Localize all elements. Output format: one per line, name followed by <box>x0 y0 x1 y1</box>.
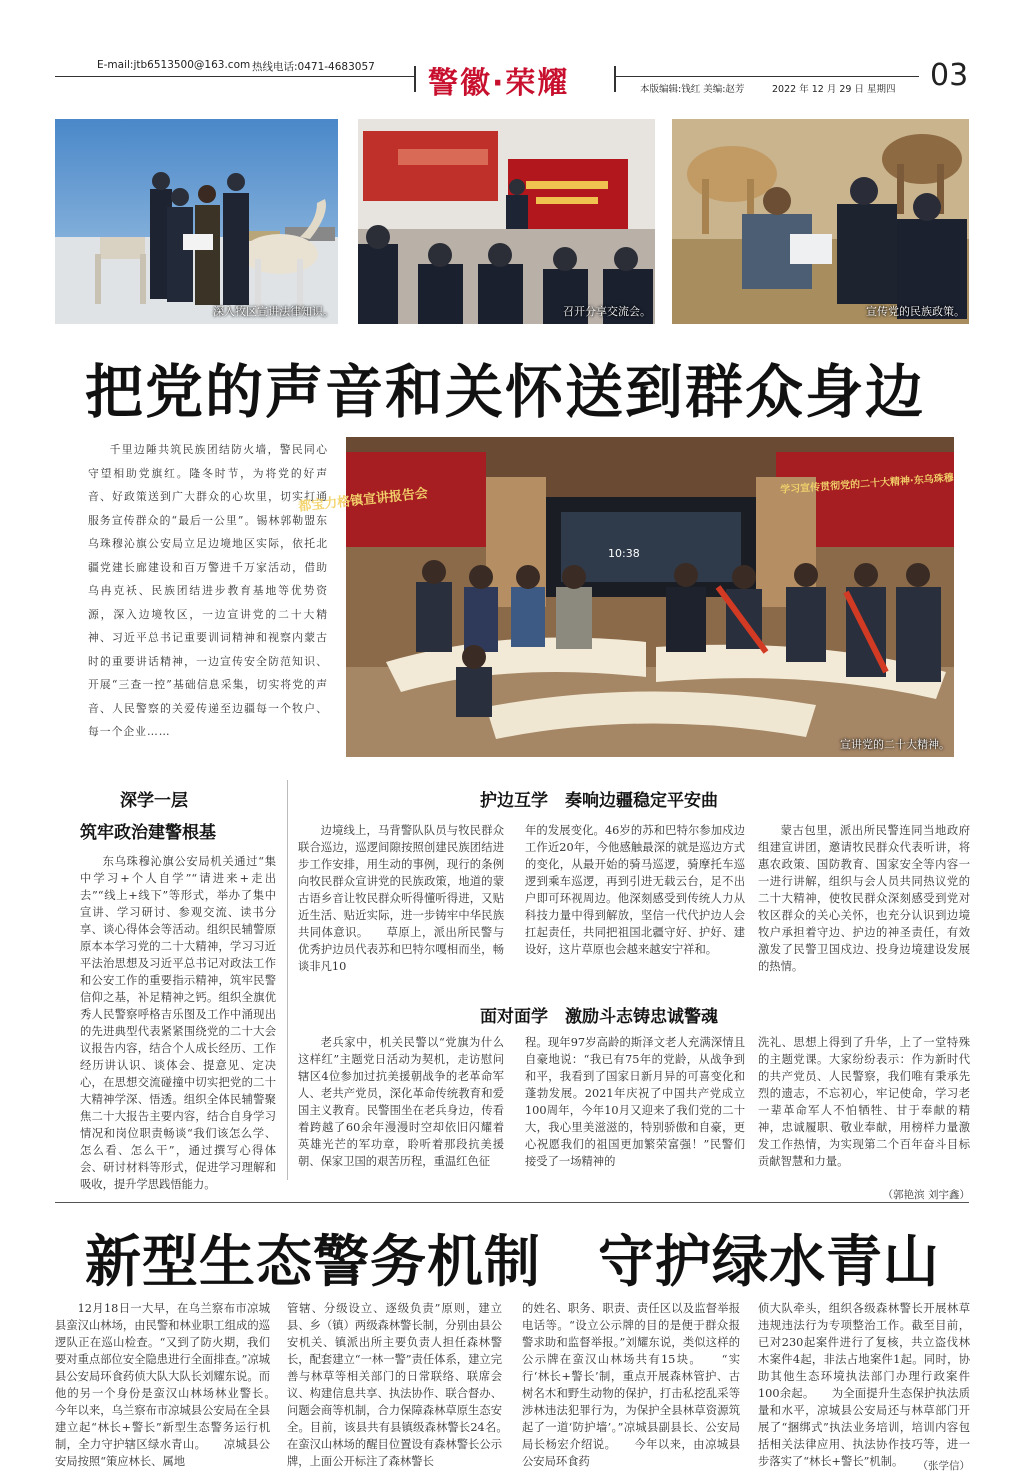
photo-caption-top1: 深入牧区宣讲法律知识。 <box>213 305 334 318</box>
article2-col2: 管辖、分级设立、逐级负责”原则，建立县、乡（镇）两级森林警长制，分别由县公安机关、镇派出所主要负责人担任森林警长，配套建立“一林一警”责任体系，建立完善与林草等相关部门的日常联络、联席会议、构建信息共享、执法协作、联合督办、问题会商等机制，合力保障森林草原生态安全。目前，该县共有县镇级森林警长24名。 在蛮汉山林场的醒目位置设有森林警长公示牌，上面公开标注了森林警长 <box>287 1302 525 1468</box>
column-divider-1 <box>287 780 288 1180</box>
editors: 本版编辑:钱红 美编:赵芳 <box>640 84 745 95</box>
article1-col6: 程。现年97岁高龄的斯泽文老人充满深情且自豪地说：“我已有75年的党龄，从战争到和平，我看到了国家日新月异的可喜变化和蓬勃发展。2021年庆祝了中国共产党成立100周年，今年10月又迎来了我们党的二十大，我心里美滋滋的，特别骄傲和自豪，更心祝愿我们的祖国更加繁荣富强！”民警们接受了一场精神的 <box>525 1036 745 1168</box>
photo-meeting-room <box>358 119 655 324</box>
article2-byline: （张学信） <box>917 1460 970 1472</box>
header-bracket-right <box>614 66 616 92</box>
article-divider <box>55 1202 969 1203</box>
article1-lead: 千里边陲共筑民族团结防火墙，警民同心守望相助党旗红。隆冬时节，为将党的好声音、好政策送到广大群众的心坎里，切实打通服务宣传群众的“最后一公里”。锡林郭勒盟东乌珠穆沁旗公安局立足边境地区实际，依托北疆党建长廊建设和百万警进千万家活动，借助乌冉克袄、民族团结进步教育基地等优势资源，深入边境牧区，一边宣讲党的二十大精神、习近平总书记重要训词精神和视察内蒙古时的重要讲话精神，一边宣传安全防范知识、开展“三查一控”基础信息采集，切实将党的声音、人民警察的关爱传递至边疆每一个牧户、每一个企业…… <box>88 443 328 738</box>
hotline: 热线电话:0471-4683057 <box>252 61 375 73</box>
article2-col1: 12月18日一大早，在乌兰察布市凉城县蛮汉山林场，由民警和林业职工组成的巡逻队正在巡山检查。“又到了防火期，我们要对重点部位安全隐患进行全面排查。”凉城县公安局环食药侦大队大队长刘耀东说。而他的另一个身份是蛮汉山林场林业警长。 今年以来，乌兰察布市凉城县公安局在全县建立起“林长+警长”新型生态警务运行机制，全力守护辖区绿水青山。 凉城县公安局按照“策应林长、属地 <box>55 1302 293 1468</box>
page-number: 03 <box>930 58 969 93</box>
article1-col4: 蒙古包里，派出所民警连同当地政府组建宣讲团，邀请牧民群众代表听讲，将惠农政策、国防教育、国家安全等内容一一进行讲解，组织与会人员共同热议党的二十大精神，使牧民群众深刻感受到党对牧区群众的关心关怀，也充分认识到边境牧户承担着守边、护边的神圣责任，有效激发了民警卫国戍边、投身边境建设发展的热情。 <box>758 824 970 973</box>
article2-headline: 新型生态警务机制 守护绿水青山 <box>85 1229 940 1295</box>
article1-headline: 把党的声音和关怀送到群众身边 <box>85 358 926 426</box>
photo-grassland-brochure <box>672 119 969 324</box>
subhead-1-line2: 筑牢政治建警根基 <box>80 823 216 843</box>
subhead-2: 护边互学 奏响边疆稳定平安曲 <box>480 791 718 811</box>
article1-col1: 东乌珠穆沁旗公安局机关通过“集中学习+个人自学”“请进来+走出去”“线上+线下”等形式，举办了集中宣讲、学习研讨、参观交流、读书分享、谈心得体会等活动。组织民辅警原原本本学习党的二十大精神，学习习近平法治思想及习近平总书记对政法工作和公安工作的重要指示精神，筑牢民警信仰之基，补足精神之钙。组织全旗优秀人民警察呼格吉乐图及工作中涌现出的先进典型代表紧紧围绕党的二十大会议报告内容，结合个人成长经历、工作经历讲认识、谈体会、提意见、定决心，在思想交流碰撞中切实把党的二十大精神学深、悟透。组织全体民辅警聚焦二十大报告主要内容，结合自身学习情况和岗位职责畅谈“我们该怎么学、怎么看、怎么干”，通过撰写心得体会、研讨材料等形式，促进学习理解和吸收，提升学思践悟能力。 <box>80 855 276 1191</box>
email: E-mail:jtb6513500@163.com <box>97 59 251 71</box>
banner-left: 都宝力格镇宣讲报告会 <box>297 486 429 515</box>
article1-col7: 洗礼、思想上得到了升华，上了一堂特殊的主题党课。大家纷纷表示：作为新时代的共产党员、人民警察，我们唯有秉承先烈的遗志，不忘初心，牢记使命，学习老一辈革命军人不怕牺牲、甘于奉献的精神，忠诚履职、敬业奉献，用榜样力量激发工作热情，为实现第二个百年奋斗目标贡献智慧和力量。 <box>758 1036 970 1168</box>
article1-byline: （郭艳滨 刘宇鑫） <box>882 1189 970 1201</box>
photo-caption-top3: 宣传党的民族政策。 <box>866 305 965 318</box>
article2-col3: 的姓名、职务、职责、责任区以及监督举报电话等。“设立公示牌的目的是便于群众报警求助和监督举报。”刘耀东说，类似这样的公示牌在蛮汉山林场共有15块。 “实行‘林长+警长’制，重点开展森林管护、古树名木和野生动物的保护，打击私挖乱采等涉林违法犯罪行为，为保护全县林草资源筑起了一道‘防护墙’。”凉城县副县长、公安局局长杨宏介绍说。 今年以来，由凉城县公安局环食药 <box>522 1302 740 1468</box>
photo-caption-main: 宣讲党的二十大精神。 <box>840 738 950 751</box>
date: 2022 年 12 月 29 日 星期四 <box>772 84 896 95</box>
article2-col4: 侦大队牵头，组织各级森林警长开展林草违规违法行为专项整治工作。截至目前，已对230起案件进行了复核，共立盗伐林木案件4起，非法占地案件1起。同时，协助其他生态环境执法部门办理行政案件100余起。 为全面提升生态保护执法质量和水平，凉城县公安局还与林草部门开展了“捆绑式”执法业务培训，培训内容包括相关法律应用、执法协作技巧等，进一步落实了“林长+警长”机制。 <box>758 1302 970 1468</box>
tv-time: 10:38 <box>608 547 640 560</box>
subhead-3: 面对面学 激励斗志铸忠诚警魂 <box>480 1007 718 1027</box>
banner-right: 学习宣传贯彻党的二十大精神·东乌珠穆 <box>779 472 955 496</box>
header-rule-right <box>614 76 919 77</box>
photo-yurt-lecture <box>297 437 955 757</box>
article1-col3: 年的发展变化。46岁的苏和巴特尔参加戍边工作近20年，今他感触最深的就是巡边方式的变化，从最开始的骑马巡逻，骑摩托车巡逻到乘车巡逻，再到引进无载云台，足不出户即可环视周边。他深刻感受到传统人力从科技力量中得到解放，坚信一代代护边人会扛起责任，共同把祖国北疆守好、护好、建设好，这片草原也会越来越安宁祥和。 <box>525 824 745 956</box>
header-rule-left <box>55 76 415 77</box>
photo-caption-top2: 召开分享交流会。 <box>563 305 651 318</box>
section-title: 警徽·荣耀 <box>428 66 570 101</box>
article1-col5: 老兵家中，机关民警以“党旗为什么这样红”主题党日活动为契机，走访慰问辖区4位参加过抗美援朝战争的老革命军人、老共产党员，深化革命传统教育和爱国主义教育。民警围坐在老兵身边，传看着跨越了60余年漫漫时空却依旧闪耀着英雄光芒的军功章，聆听着那段抗美援朝、保家卫国的艰苦历程，重温红色征 <box>298 1036 504 1168</box>
photo-herdsmen-horses <box>55 119 338 324</box>
subhead-1-line1: 深学一层 <box>120 791 188 811</box>
article1-col2: 边境线上，马背警队队员与牧民群众联合巡边，巡逻间隙按照创建民族团结进步工作安排，用生动的事例，现行的条例向牧民群众宣讲党的民族政策，地道的蒙古语乡音让牧民群众听得懂听得进，又贴近生活、贴近实际，进一步铸牢中华民族共同体意识。 草原上，派出所民警与优秀护边员代表苏和巴特尔嘎相而坐，畅谈非凡10 <box>298 824 504 973</box>
header-bracket-left <box>414 66 416 92</box>
